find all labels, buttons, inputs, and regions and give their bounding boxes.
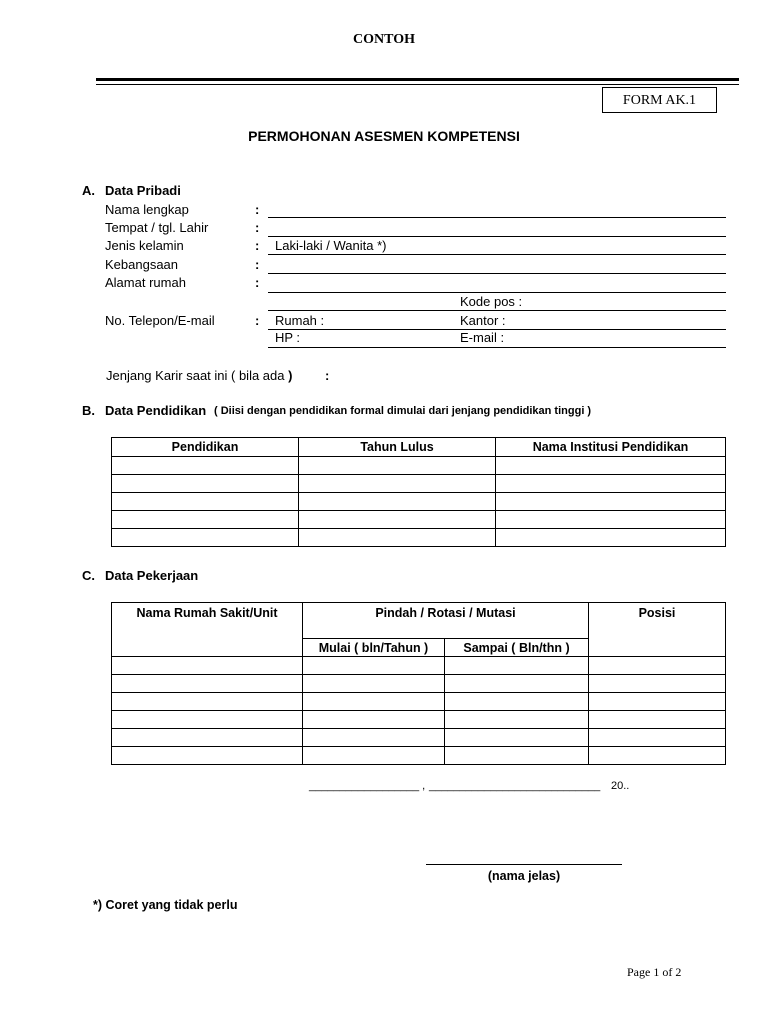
table-cell[interactable] [445,657,589,675]
label-rumah: Rumah : [275,313,325,328]
table-cell[interactable] [303,657,445,675]
table-row [112,657,726,675]
form-code-box: FORM AK.1 [602,87,717,113]
table-row [112,457,726,475]
label-tempat-tgl-lahir: Tempat / tgl. Lahir [105,220,209,235]
col-header-sampai: Sampai ( Bln/thn ) [445,639,589,657]
section-b-letter: B. [82,403,95,418]
label-kebangsaan: Kebangsaan [105,257,179,272]
table-cell[interactable] [112,657,303,675]
employment-table [111,602,726,765]
table-cell[interactable] [112,675,303,693]
table-cell[interactable] [589,729,726,747]
header-rule-thin [96,84,739,85]
field-line-kode-pos[interactable] [268,310,726,311]
col-header-pendidikan: Pendidikan [112,438,299,457]
table-cell[interactable] [445,693,589,711]
table-cell[interactable] [112,693,303,711]
table-cell[interactable] [299,475,496,493]
table-row [112,711,726,729]
col-header-tahun-lulus: Tahun Lulus [299,438,496,457]
table-row [112,511,726,529]
col-header-nama-rumah-sakit: Nama Rumah Sakit/Unit [112,603,303,657]
table-row [112,675,726,693]
colon: : [255,257,260,272]
label-alamat-rumah: Alamat rumah [105,275,186,290]
colon: : [255,220,260,235]
table-cell[interactable] [112,711,303,729]
col-header-mulai: Mulai ( bln/Tahun ) [303,639,445,657]
table-cell[interactable] [299,511,496,529]
jenjang-karir-colon: : [325,368,330,383]
table-cell[interactable] [589,675,726,693]
table-cell[interactable] [589,747,726,765]
table-cell[interactable] [303,693,445,711]
colon: : [255,238,260,253]
label-kantor: Kantor : [460,313,506,328]
section-b-title: Data Pendidikan [105,403,207,418]
table-cell[interactable] [589,657,726,675]
label-nama-lengkap: Nama lengkap [105,202,189,217]
label-email: E-mail : [460,330,505,345]
col-header-posisi: Posisi [589,603,726,657]
table-cell[interactable] [303,711,445,729]
col-header-pindah-rotasi: Pindah / Rotasi / Mutasi [303,603,589,639]
table-row [112,747,726,765]
table-cell[interactable] [589,711,726,729]
table-row [112,529,726,547]
table-cell[interactable] [112,511,299,529]
table-header-row [112,603,726,639]
label-jenis-kelamin: Jenis kelamin [105,238,184,253]
section-c-title: Data Pekerjaan [105,568,199,583]
table-row [112,493,726,511]
field-line-tempat[interactable] [268,236,726,237]
date-blank[interactable]: ____________________________ [429,780,601,792]
table-cell[interactable] [496,457,726,475]
place-blank[interactable]: __________________ , [309,780,426,792]
nama-jelas-label: (nama jelas) [487,869,561,883]
jenjang-karir-label [106,368,292,383]
footnote: *) Coret yang tidak perlu [93,898,238,912]
field-line-nama[interactable] [268,217,726,218]
table-cell[interactable] [112,747,303,765]
table-cell[interactable] [445,711,589,729]
col-header-nama-institusi: Nama Institusi Pendidikan [496,438,726,457]
jenis-kelamin-value: Laki-laki / Wanita *) [275,238,387,253]
table-cell[interactable] [589,693,726,711]
label-hp: HP : [275,330,301,345]
jenjang-karir-text: Jenjang Karir saat ini ( bila ada [106,368,289,383]
table-cell[interactable] [112,475,299,493]
section-b-note: ( Diisi dengan pendidikan formal dimulai dari jenjang pendidikan tinggi ) [214,405,592,417]
colon: : [255,202,260,217]
table-cell[interactable] [496,511,726,529]
table-row [112,693,726,711]
field-line-kebangsaan[interactable] [268,273,726,274]
table-cell[interactable] [299,457,496,475]
signature-line[interactable] [426,864,622,865]
table-cell[interactable] [496,493,726,511]
header-rule-thick [96,78,739,81]
table-cell[interactable] [299,493,496,511]
table-header-row [112,438,726,457]
field-line-jenis[interactable] [268,254,726,255]
table-cell[interactable] [112,729,303,747]
colon: : [255,313,260,328]
table-cell[interactable] [299,529,496,547]
table-cell[interactable] [445,675,589,693]
table-row [112,729,726,747]
table-cell[interactable] [496,529,726,547]
section-c-letter: C. [82,568,95,583]
table-cell[interactable] [112,457,299,475]
table-row [112,475,726,493]
page-number: Page 1 of 2 [627,965,682,979]
field-line-alamat[interactable] [268,292,726,293]
field-line-hp-email[interactable] [268,347,726,348]
table-cell[interactable] [112,493,299,511]
table-cell[interactable] [445,729,589,747]
document-title: PERMOHONAN ASESMEN KOMPETENSI [248,128,520,144]
jenjang-karir-paren: ) [288,368,293,383]
year-label: 20.. [611,780,630,792]
table-cell[interactable] [112,529,299,547]
education-table [111,437,726,547]
label-kode-pos: Kode pos : [460,294,523,309]
section-a-letter: A. [82,183,95,198]
table-cell[interactable] [303,729,445,747]
colon: : [255,275,260,290]
table-cell[interactable] [496,475,726,493]
sample-heading: CONTOH [353,32,415,47]
table-cell[interactable] [445,747,589,765]
table-cell[interactable] [303,675,445,693]
table-cell[interactable] [303,747,445,765]
label-telepon-email: No. Telepon/E-mail [105,313,215,328]
section-a-title: Data Pribadi [105,183,181,198]
